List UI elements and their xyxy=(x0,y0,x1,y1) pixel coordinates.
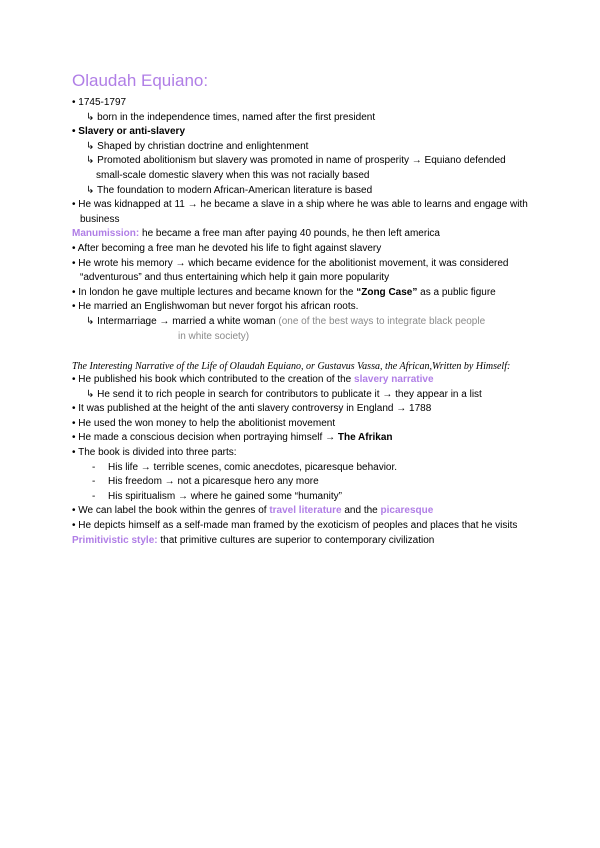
list-item: • 1745-1797 xyxy=(72,97,127,108)
book-title: The Interesting Narrative of the Life of Olaudah Equiano, or Gustavus Vassa, the African,Written by Himself: xyxy=(72,361,511,373)
gray-note-continued: in white society) xyxy=(178,330,250,342)
arrow-icon: ↳ xyxy=(86,155,95,167)
list-item: • In london he gave multiple lectures and became known for the “Zong Case” as a public figure xyxy=(72,286,496,298)
sub-item: ↳ He send it to rich people in search for contributors to publicate it → they appear in a list xyxy=(86,388,482,400)
term-highlight: picaresque xyxy=(380,505,434,517)
dash-item: - His freedom → not a picaresque hero any more xyxy=(72,475,532,490)
arrow-icon: ↳ xyxy=(86,388,95,400)
list-item: • He was kidnapped at 11 → he became a slave in a ship where he was able to learns and engage with business xyxy=(72,199,528,225)
gray-note: (one of the best ways to integrate black people xyxy=(278,315,486,327)
list-item: • After becoming a free man he devoted his life to fight against slavery xyxy=(72,242,382,254)
dash-marker: - xyxy=(92,476,96,488)
document-page xyxy=(72,70,532,548)
dash-item: - His spiritualism → where he gained some “humanity” xyxy=(72,490,532,505)
definition-line: Primitivistic style: that primitive cultures are superior to contemporary civilization xyxy=(72,534,435,546)
sub-item: ↳ Shaped by christian doctrine and enlightenment xyxy=(86,140,309,152)
list-item: • Slavery or anti-slavery xyxy=(72,126,186,138)
list-item: • We can label the book within the genres of travel literature and the picaresque xyxy=(72,505,434,517)
list-item: • He wrote his memory → which became evidence for the abolitionist movement, it was considered “adventurous” and thus entertaining which help it gain more popularity xyxy=(72,257,509,284)
sub-item: ↳ Intermarriage → married a white woman (one of the best ways to integrate black people xyxy=(86,315,486,327)
term-highlight: Manumission: xyxy=(72,228,140,240)
list-item: • He depicts himself as a self-made man framed by the exoticism of peoples and places that he visits xyxy=(72,520,518,532)
arrow-icon: ↳ xyxy=(86,140,95,152)
definition-line: Manumission: he became a free man after paying 40 pounds, he then left america xyxy=(72,228,440,240)
list-item: • He published his book which contributed to the creation of the slavery narrative xyxy=(72,374,434,386)
arrow-icon: ↳ xyxy=(86,315,95,327)
afrikan-term: The Afrikan xyxy=(337,432,393,444)
sub-item: ↳ The foundation to modern African-American literature is based xyxy=(86,184,373,196)
sub-item: ↳ born in the independence times, named after the first president xyxy=(86,111,376,123)
dash-item: - His life → terrible scenes, comic anecdotes, picaresque behavior. xyxy=(72,461,532,476)
term-highlight: slavery narrative xyxy=(354,374,434,386)
list-item: • He used the won money to help the abolitionist movement xyxy=(72,417,336,429)
sub-item: ↳ Promoted abolitionism but slavery was promoted in name of prosperity → Equiano defended small-scale domestic slavery when this was not racially based xyxy=(86,155,506,181)
list-item: • It was published at the height of the anti slavery controversy in England → 1788 xyxy=(72,403,432,415)
dash-marker: - xyxy=(92,461,96,473)
dash-marker: - xyxy=(92,490,96,502)
arrow-icon: ↳ xyxy=(86,111,95,123)
list-item: • The book is divided into three parts: xyxy=(72,447,237,459)
term-highlight: Primitivistic style: xyxy=(72,534,158,546)
term-highlight: travel literature xyxy=(269,505,342,517)
arrow-icon: ↳ xyxy=(86,184,95,196)
list-item: • He married an Englishwoman but never forgot his african roots. xyxy=(72,301,359,313)
zong-case-term: “Zong Case” xyxy=(356,286,418,298)
list-item: • He made a conscious decision when portraying himself → The Afrikan xyxy=(72,432,393,444)
page-title: Olaudah Equiano: xyxy=(72,71,209,90)
